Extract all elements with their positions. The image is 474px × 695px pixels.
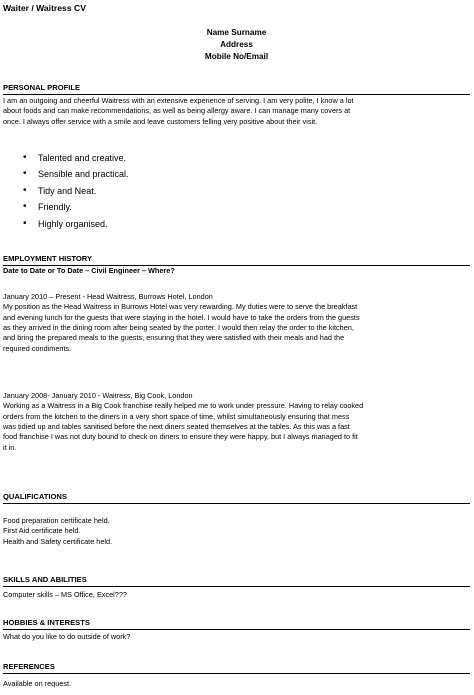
job-entry-1 (3, 292, 470, 354)
header-contact: Mobile No/Email (204, 52, 269, 61)
personal-profile-section (3, 83, 470, 95)
job-line: food franchise I was not duty bound to check on diners to ensure they were happy, but I always managed to fit (3, 432, 358, 442)
profile-line: I am an outgoing and cheerful Waitress with an extensive experience of serving. I am very polite, I know a lot (3, 96, 354, 105)
job-line: orders from the kitchen to the diners in a very short space of time, whilst simultaneously ensuring that mess (3, 411, 350, 421)
qualifications-list (3, 516, 470, 547)
profile-line: about foods and can make recommendations, as well as being allergy aware. I can manage many covers at (3, 106, 351, 116)
qualification-item: Health and Safety certificate held. (3, 536, 113, 546)
bullet-item: • Talented and creative. (23, 150, 129, 166)
employment-template-line: Date to Date or To Date – Civil Engineer – Where? (3, 266, 175, 275)
job-line: Working as a Waitress in a Big Cook franchise really helped me to work under pressure. Having to relay cooked (3, 401, 364, 411)
job-line: as they arrived in the dining room after being seated by the porter. I would then relay the order to the kitchen, (3, 323, 354, 333)
document-title: Waiter / Waitress CV (3, 3, 86, 13)
job-line: and bring the prepared meals to the guests, ensuring that they were satisfied with their meals and had the (3, 333, 345, 343)
bullet-item: • Highly organised. (23, 216, 129, 232)
qualification-item: Food preparation certificate held. (3, 516, 110, 525)
job-line: required condiments. (3, 343, 72, 353)
profile-text (3, 96, 470, 127)
skills-text: Computer skills – MS Office, Excel??? (3, 590, 127, 599)
profile-line: once. I always offer service with a smile and leave customers felling very positive about their visit. (3, 116, 318, 126)
section-title-references: REFERENCES (3, 662, 470, 674)
employment-section (3, 254, 470, 266)
section-title-qualifications: QUALIFICATIONS (3, 492, 470, 504)
qualifications-section (3, 492, 470, 504)
references-section (3, 662, 470, 674)
job-line: and evening lunch for the guests that were staying in the hotel. I would have to take the orders from the guests (3, 312, 360, 322)
section-title-hobbies: HOBBIES & INTERESTS (3, 618, 470, 630)
header-name: Name Surname (206, 28, 267, 37)
references-text: Available on request. (3, 679, 72, 688)
qualification-item: First Aid certificate held. (3, 526, 81, 536)
skills-section (3, 575, 470, 587)
bullet-item: • Tidy and Neat. (23, 183, 129, 199)
profile-bullet-list (23, 150, 129, 232)
section-title-profile: PERSONAL PROFILE (3, 83, 470, 95)
hobbies-section (3, 618, 470, 630)
job-entry-2 (3, 391, 470, 453)
bullet-item: • Sensible and practical. (23, 166, 129, 182)
job-heading: January 2008- January 2010 - Waitress, Big Cook, London (3, 391, 193, 400)
hobbies-text: What do you like to do outside of work? (3, 632, 131, 641)
job-line: My position as the Head Waitress in Burrows Hotel was very rewarding. My duties were to serve the breakfast (3, 302, 358, 312)
header-address: Address (220, 40, 253, 49)
section-title-skills: SKILLS AND ABILITIES (3, 575, 470, 587)
job-heading: January 2010 – Present - Head Waitress, Burrows Hotel, London (3, 292, 213, 301)
job-line: it in. (3, 442, 17, 452)
job-line: was tidied up and tables sanitised before the next diners seated themselves at the tables. As this was a fast (3, 422, 350, 432)
bullet-item: • Friendly. (23, 199, 129, 215)
section-title-employment: EMPLOYMENT HISTORY (3, 254, 470, 266)
